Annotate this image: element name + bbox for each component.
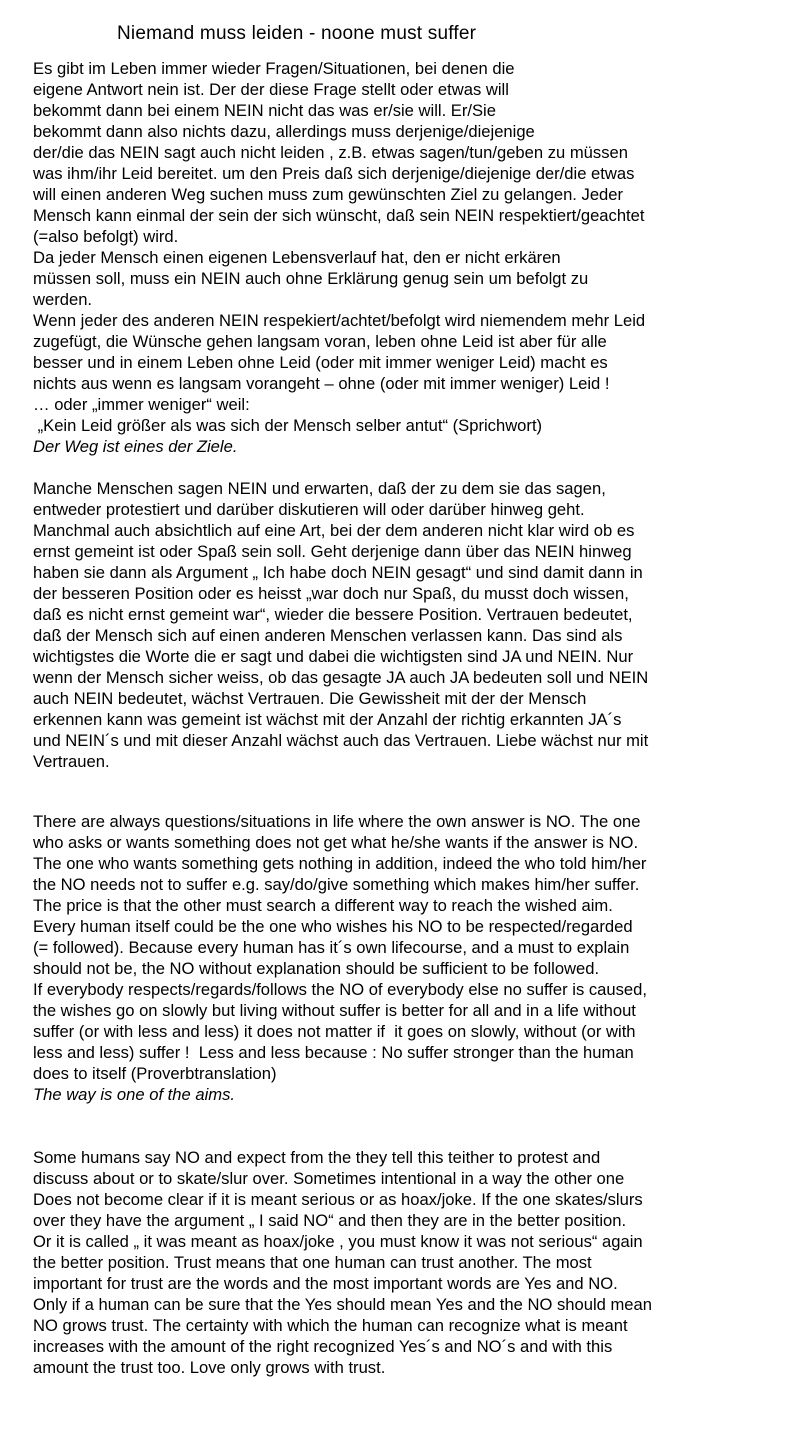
text-line: the better position. Trust means that one human can trust another. The most (33, 1253, 592, 1272)
english-paragraph-1-lines (33, 811, 788, 1084)
english-paragraph-1 (33, 811, 788, 1105)
text-line: Does not become clear if it is meant serious or as hoax/joke. If the one skates/slurs (33, 1190, 643, 1209)
text-line: ernst gemeint ist oder Spaß sein soll. Geht derjenige dann über das NEIN hinweg (33, 542, 632, 561)
text-line: the NO needs not to suffer e.g. say/do/give something which makes him/her suffer. (33, 875, 640, 894)
text-line: haben sie dann als Argument „ Ich habe doch NEIN gesagt“ und sind damit dann in (33, 563, 643, 582)
german-paragraph-1-lines (33, 58, 788, 436)
text-line: increases with the amount of the right recognized Yes´s and NO´s and with this (33, 1337, 613, 1356)
text-line: daß der Mensch sich auf einen anderen Menschen verlassen kann. Das sind als (33, 626, 623, 645)
text-line: wenn der Mensch sicher weiss, ob das gesagte JA auch JA bedeuten soll und NEIN (33, 668, 649, 687)
text-line: Wenn jeder des anderen NEIN respekiert/achtet/befolgt wird niemendem mehr Leid (33, 311, 646, 330)
text-line: amount the trust too. Love only grows with trust. (33, 1358, 386, 1377)
german-motto: Der Weg ist eines der Ziele. (33, 437, 238, 456)
text-line: eigene Antwort nein ist. Der der diese Frage stellt oder etwas will (33, 80, 509, 99)
text-line: The price is that the other must search a different way to reach the wished aim. (33, 896, 613, 915)
text-line: The one who wants something gets nothing in addition, indeed the who told him/her (33, 854, 647, 873)
text-line: wichtigstes die Worte die er sagt und dabei die wichtigsten sind JA und NEIN. Nur (33, 647, 634, 666)
english-paragraph-2 (33, 1147, 788, 1378)
text-line: … oder „immer weniger“ weil: (33, 395, 250, 414)
english-paragraph-2-lines (33, 1147, 788, 1378)
text-line: (= followed). Because every human has it´s own lifecourse, and a must to explain (33, 938, 630, 957)
text-line: Every human itself could be the one who wishes his NO to be respected/regarded (33, 917, 633, 936)
text-line: If everybody respects/regards/follows the NO of everybody else no suffer is caused, (33, 980, 647, 999)
text-line: Es gibt im Leben immer wieder Fragen/Situationen, bei denen die (33, 59, 515, 78)
text-line: There are always questions/situations in life where the own answer is NO. The one (33, 812, 641, 831)
text-line: und NEIN´s und mit dieser Anzahl wächst auch das Vertrauen. Liebe wächst nur mit (33, 731, 649, 750)
text-line: der besseren Position oder es heisst „war doch nur Spaß, du musst doch wissen, (33, 584, 629, 603)
german-paragraph-1 (33, 58, 788, 457)
text-line: who asks or wants something does not get what he/she wants if the answer is NO. (33, 833, 639, 852)
text-line: discuss about or to skate/slur over. Sometimes intentional in a way the other one (33, 1169, 625, 1188)
text-line: werden. (33, 290, 93, 309)
text-line: zugefügt, die Wünsche gehen langsam voran, leben ohne Leid ist aber für alle (33, 332, 607, 351)
text-line: over they have the argument „ I said NO“ and then they are in the better position. (33, 1211, 627, 1230)
german-paragraph-2-lines (33, 478, 788, 772)
text-line: should not be, the NO without explanation should be sufficient to be followed. (33, 959, 600, 978)
document-title: Niemand muss leiden - noone must suffer (117, 23, 477, 44)
text-line: suffer (or with less and less) it does not matter if it goes on slowly, without (or with (33, 1022, 636, 1041)
text-line: nichts aus wenn es langsam vorangeht – ohne (oder mit immer weniger) Leid ! (33, 374, 610, 393)
text-line: bekommt dann also nichts dazu, allerdings muss derjenige/diejenige (33, 122, 535, 141)
text-line: does to itself (Proverbtranslation) (33, 1064, 277, 1083)
text-line: Some humans say NO and expect from the they tell this teither to protest and (33, 1148, 601, 1167)
text-line: was ihm/ihr Leid bereitet. um den Preis daß sich derjenige/diejenige der/die etwas (33, 164, 635, 183)
text-line: Vertrauen. (33, 752, 110, 771)
text-line: Manchmal auch absichtlich auf eine Art, bei der dem anderen nicht klar wird ob es (33, 521, 635, 540)
text-line: important for trust are the words and the most important words are Yes and NO. (33, 1274, 618, 1293)
text-line: bekommt dann bei einem NEIN nicht das was er/sie will. Er/Sie (33, 101, 496, 120)
text-line: Only if a human can be sure that the Yes should mean Yes and the NO should mean (33, 1295, 652, 1314)
text-line: auch NEIN bedeutet, wächst Vertrauen. Die Gewissheit mit der der Mensch (33, 689, 587, 708)
text-line: Manche Menschen sagen NEIN und erwarten, daß der zu dem sie das sagen, (33, 479, 606, 498)
text-line: less and less) suffer ! Less and less because : No suffer stronger than the human (33, 1043, 634, 1062)
german-paragraph-2 (33, 478, 788, 772)
text-line: daß es nicht ernst gemeint war“, wieder die bessere Position. Vertrauen bedeutet, (33, 605, 633, 624)
text-line: Or it is called „ it was meant as hoax/joke , you must know it was not serious“ again (33, 1232, 643, 1251)
text-line: Da jeder Mensch einen eigenen Lebensverlauf hat, den er nicht erkären (33, 248, 561, 267)
text-line: (=also befolgt) wird. (33, 227, 179, 246)
text-line: Mensch kann einmal der sein der sich wünscht, daß sein NEIN respektiert/geachtet (33, 206, 645, 225)
text-line: the wishes go on slowly but living without suffer is better for all and in a life without (33, 1001, 636, 1020)
text-line: entweder protestiert und darüber diskutieren will oder darüber hinweg geht. (33, 500, 585, 519)
text-line: der/die das NEIN sagt auch nicht leiden , z.B. etwas sagen/tun/geben zu müssen (33, 143, 628, 162)
english-motto: The way is one of the aims. (33, 1085, 235, 1104)
text-line: müssen soll, muss ein NEIN auch ohne Erklärung genug sein um befolgt zu (33, 269, 589, 288)
text-line: NO grows trust. The certainty with which the human can recognize what is meant (33, 1316, 628, 1335)
text-line: „Kein Leid größer als was sich der Mensch selber antut“ (Sprichwort) (33, 416, 543, 435)
text-line: besser und in einem Leben ohne Leid (oder mit immer weniger Leid) macht es (33, 353, 608, 372)
text-line: erkennen kann was gemeint ist wächst mit der Anzahl der richtig erkannten JA´s (33, 710, 622, 729)
text-line: will einen anderen Weg suchen muss zum gewünschten Ziel zu gelangen. Jeder (33, 185, 624, 204)
